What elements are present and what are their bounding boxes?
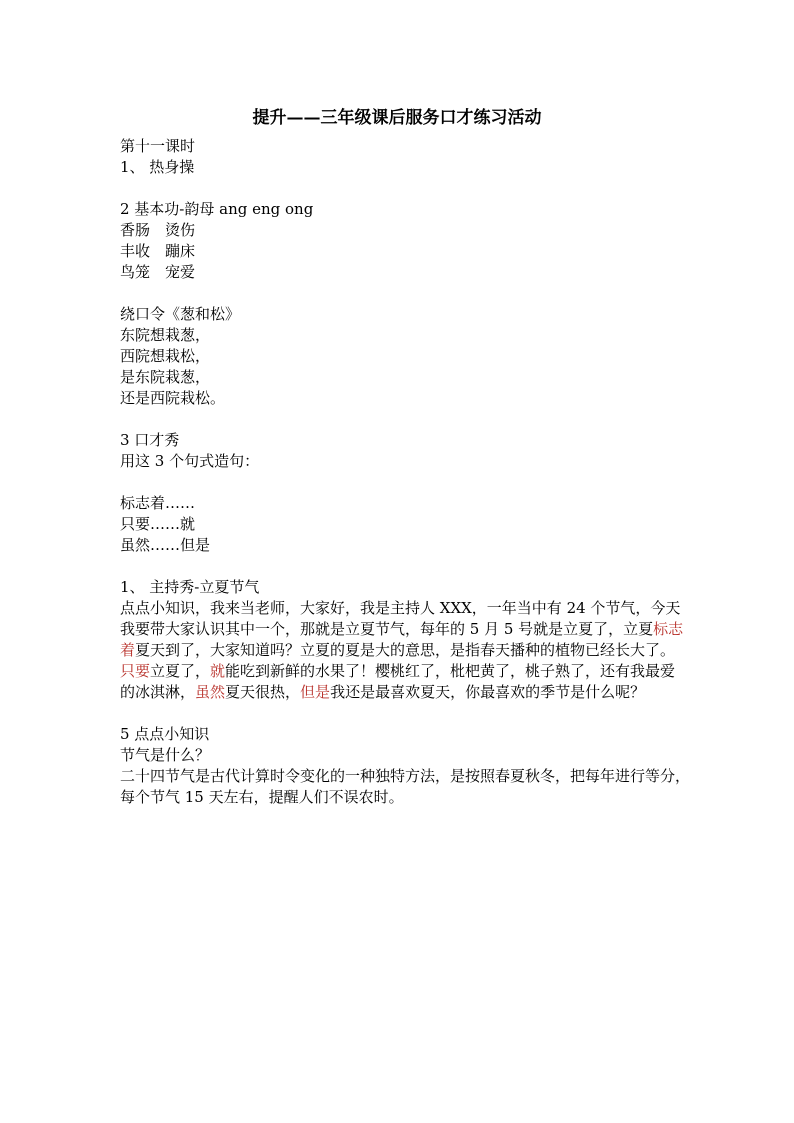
page-title: 提升——三年级课后服务口才练习活动 [252, 108, 542, 128]
keyword-highlight: 只要 [120, 662, 151, 680]
tongue-twister-title: 绕口令《葱和松》 [120, 305, 241, 323]
host-show-paragraph [120, 598, 690, 703]
spacer [120, 409, 690, 430]
spacer [120, 178, 690, 199]
warmup-heading: 1、 热身操 [120, 158, 195, 176]
eloquence-instruction: 用这 3 个句式造句： [120, 452, 260, 470]
keyword-highlight: 但是 [300, 683, 331, 701]
knowledge-answer: 二十四节气是古代计算时令变化的一种独特方法，是按照春夏秋冬，把每年进行等分，每个节气 15 天左右，提醒人们不误农时。 [120, 767, 691, 806]
sentence-pattern: 标志着…… [120, 494, 196, 512]
tongue-twister-line: 西院想栽松， [120, 347, 211, 365]
sentence-pattern: 只要……就 [120, 515, 196, 533]
word-pair: 香肠 烫伤 [120, 221, 196, 239]
keyword-highlight: 标志着 [120, 620, 684, 659]
spacer [120, 703, 690, 724]
tongue-twister-line: 东院想栽葱， [120, 326, 211, 344]
knowledge-heading: 5 点点小知识 [120, 725, 210, 743]
sentence-pattern: 虽然……但是 [120, 536, 211, 554]
basics-heading: 2 基本功-韵母 ang eng ong [120, 200, 314, 218]
paragraph-text: 我还是最喜欢夏天，你最喜欢的季节是什么呢？ [330, 683, 646, 701]
spacer [120, 472, 690, 493]
paragraph-text: 夏天到了，大家知道吗？立夏的夏是大的意思，是指春天播种的植物已经长大了。 [135, 641, 676, 659]
spacer [120, 556, 690, 577]
keyword-highlight: 就 [210, 662, 226, 680]
word-pair: 鸟笼 宠爱 [120, 263, 196, 281]
document-body [120, 136, 690, 808]
word-pair: 丰收 蹦床 [120, 242, 196, 260]
tongue-twister-line: 是东院栽葱， [120, 368, 211, 386]
paragraph-text: 能吃到新鲜的水果了！樱桃红了，枇杷黄了，桃子熟了，还有我最爱的冰淇淋， [120, 662, 676, 701]
eloquence-heading: 3 口才秀 [120, 431, 180, 449]
paragraph-text: 立夏了， [150, 662, 211, 680]
spacer [120, 283, 690, 304]
paragraph-text: 夏天很热， [225, 683, 301, 701]
paragraph-text: 点点小知识，我来当老师，大家好，我是主持人 XXX，一年当中有 24 个节气，今天我要带大家认识其中一个，那就是立夏节气，每年的 5 月 5 号就是立夏了，立夏 [120, 599, 681, 638]
lesson-label: 第十一课时 [120, 137, 196, 155]
keyword-highlight: 虽然 [195, 683, 226, 701]
knowledge-question: 节气是什么？ [120, 746, 211, 764]
host-show-heading: 1、 主持秀-立夏节气 [120, 578, 260, 596]
tongue-twister-line: 还是西院栽松。 [120, 389, 226, 407]
